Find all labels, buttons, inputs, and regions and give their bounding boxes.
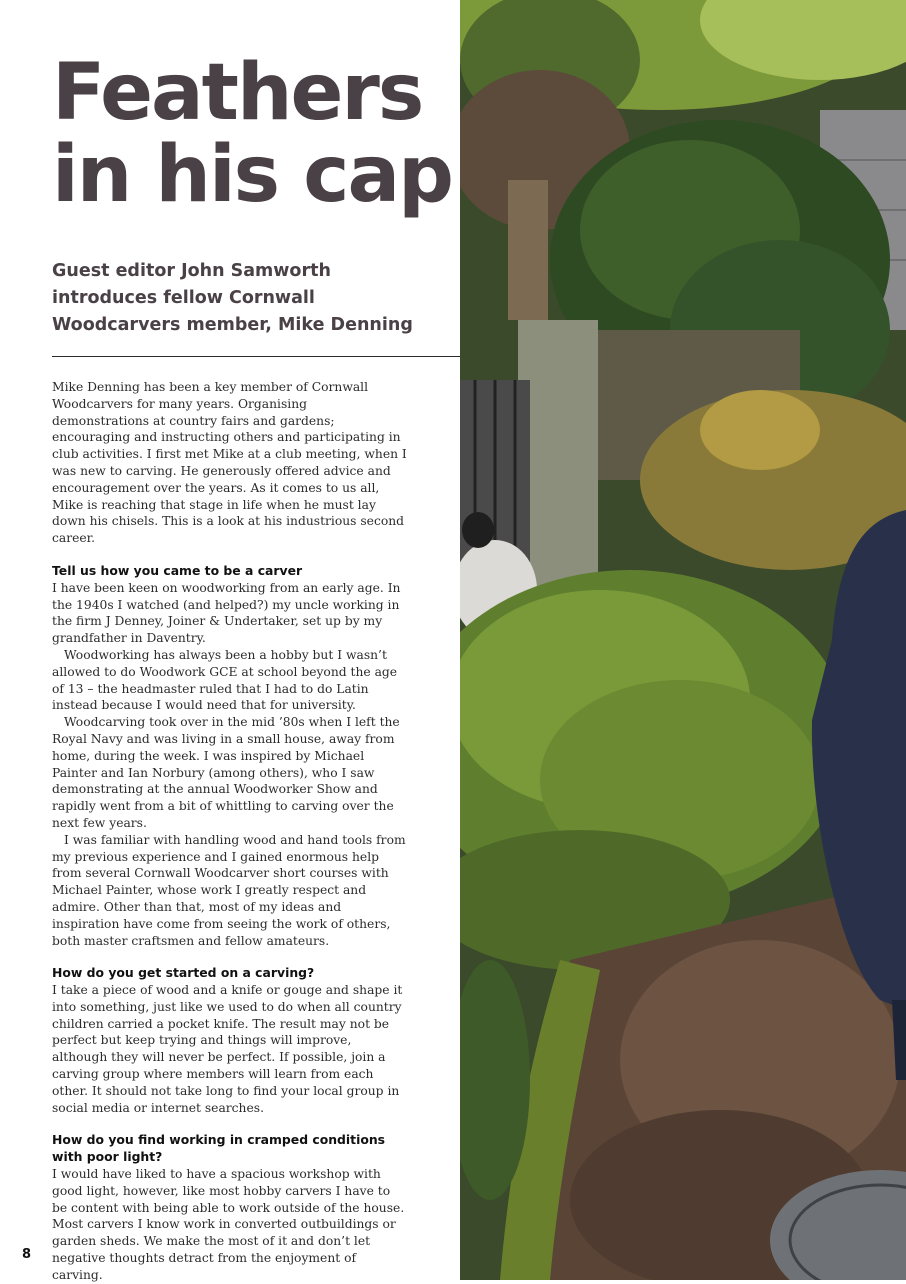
title-line-1: Feathers bbox=[52, 48, 423, 138]
section-heading: How do you find working in cramped conditions with poor light? bbox=[52, 1132, 386, 1165]
garden-photo bbox=[460, 0, 906, 1280]
standfirst: Guest editor John Samworth introduces fellow Cornwall Woodcarvers member, Mike Denning bbox=[52, 261, 413, 335]
intro-paragraph: Mike Denning has been a key member of Cornwall Woodcarvers for many years. Organising demonstrations at country fairs and gardens; encouraging and instructing others and participating in club activities. I first met Mike at a club meeting, when I was new to carving. He generously offered advice and encouragement over the years. As it comes to us all, Mike is reaching that stage in life when he must lay down his chisels. This is a look at his industrious second career. bbox=[52, 380, 407, 546]
body-paragraph: I have been keen on woodworking from an early age. In the 1940s I watched (and helped?) my uncle working in the firm J Denney, Joiner & Undertaker, set up by my grandfather in Daventry. bbox=[52, 580, 401, 646]
section-heading: Tell us how you came to be a carver bbox=[52, 562, 303, 578]
body-paragraph: I would have liked to have a spacious workshop with good light, however, like most hobby carvers I have to be content with being able to work outside of the house. Most carvers I know work in converted outbuildings or garden sheds. We make the most of it and don’t let negative thoughts detract from the enjoyment of carving. bbox=[52, 1167, 405, 1282]
article-body bbox=[52, 379, 407, 1284]
page-number: 8 bbox=[22, 1247, 32, 1262]
section-heading: How do you get started on a carving? bbox=[52, 965, 315, 981]
body-paragraph: I take a piece of wood and a knife or gouge and shape it into something, just like we used to do when all country children carried a pocket knife. The result may not be perfect but keep trying and things will improve, although they will never be perfect. If possible, join a carving group where members will learn from each other. It should not take long to find your local group in social media or internet searches. bbox=[52, 983, 403, 1115]
divider-rule bbox=[52, 356, 460, 357]
body-paragraph: Woodcarving took over in the mid ’80s when I left the Royal Navy and was living in a small house, away from home, during the week. I was inspired by Michael Painter and Ian Norbury (among others), who I saw demonstrating at the annual Woodworker Show and rapidly went from a bit of whittling to carving over the next few years. bbox=[52, 715, 400, 830]
title-line-2: in his cap bbox=[52, 130, 452, 220]
body-paragraph: I was familiar with handling wood and hand tools from my previous experience and I gained enormous help from several Cornwall Woodcarver short courses with Michael Painter, whose work I greatly respect and admire. Other than that, most of my ideas and inspiration have come from seeing the work of others, both master craftsmen and fellow amateurs. bbox=[52, 832, 406, 948]
body-paragraph: Woodworking has always been a hobby but I wasn’t allowed to do Woodwork GCE at school beyond the age of 13 – the headmaster ruled that I had to do Latin instead because I would need that for university. bbox=[52, 647, 398, 713]
article-title bbox=[52, 48, 452, 220]
